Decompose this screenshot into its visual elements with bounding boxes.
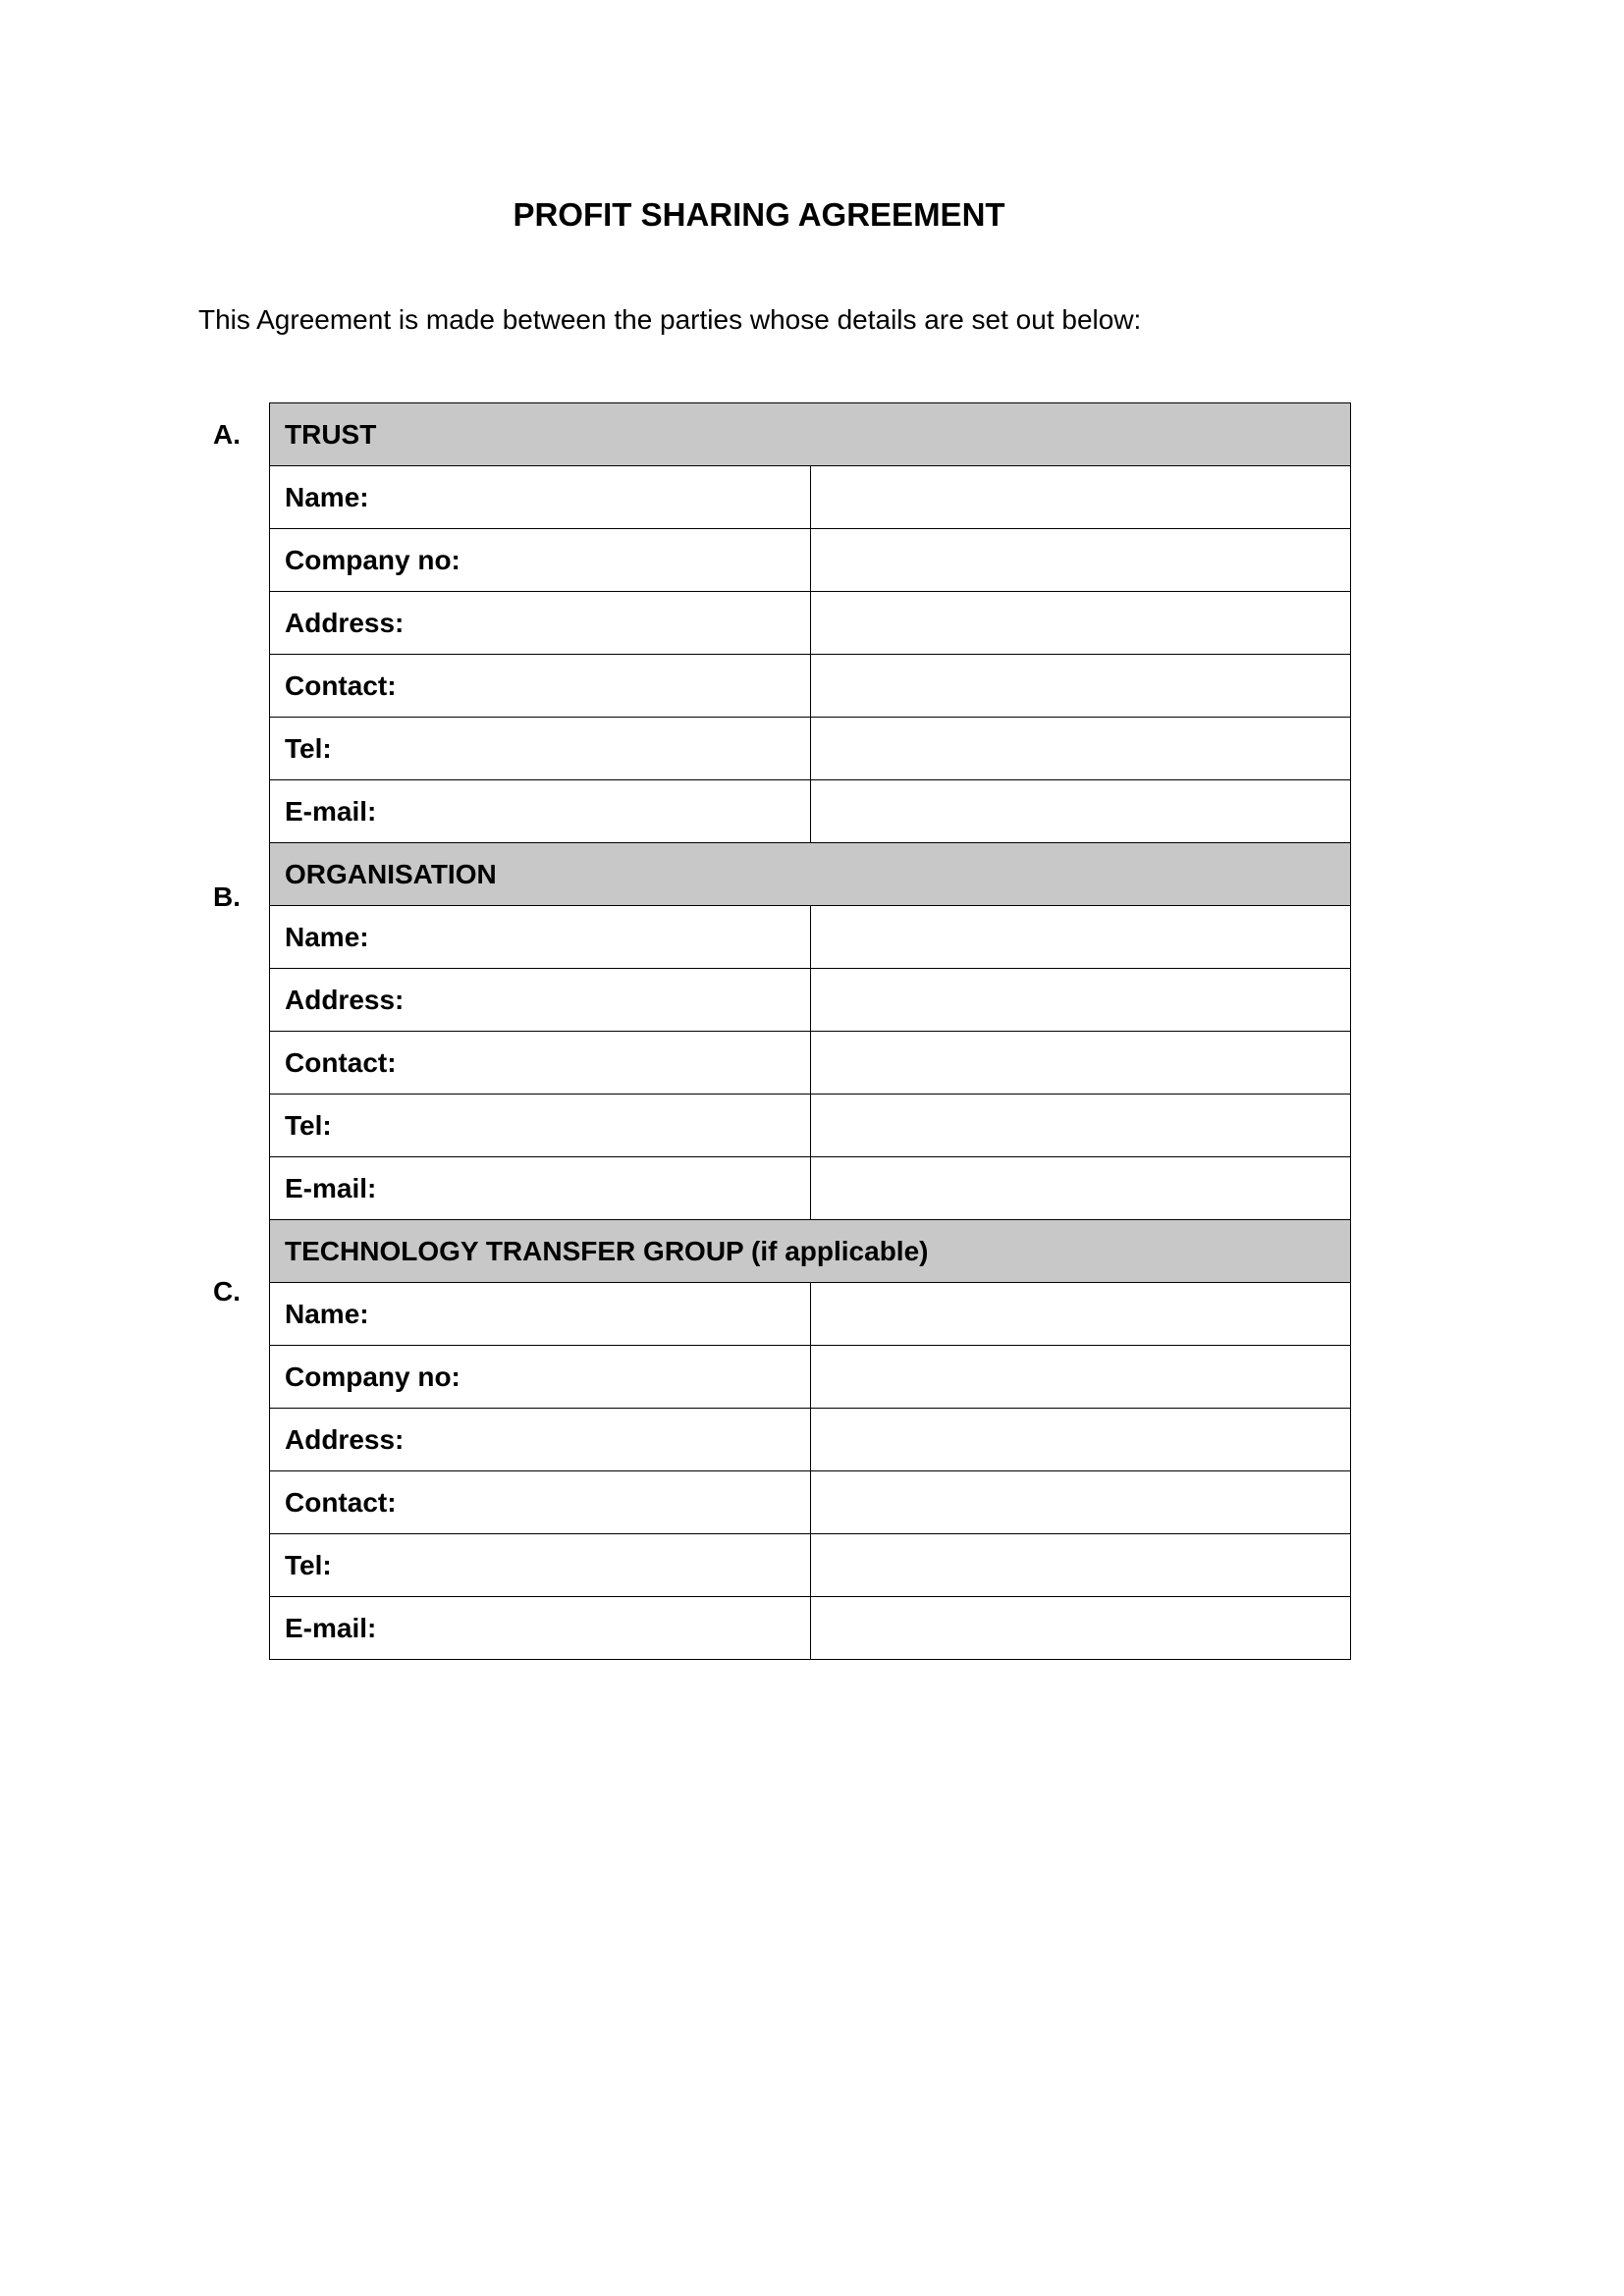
ttg-address-field[interactable] <box>810 1409 1351 1471</box>
form-row <box>270 718 1351 780</box>
field-label: Contact: <box>270 655 811 718</box>
section-letter-a: A. <box>213 419 241 450</box>
form-row <box>270 1095 1351 1157</box>
field-label: Company no: <box>270 529 811 592</box>
field-label: Address: <box>270 969 811 1032</box>
organisation-tel-field[interactable] <box>810 1095 1351 1157</box>
field-label: Name: <box>270 906 811 969</box>
field-label: Contact: <box>270 1471 811 1534</box>
ttg-company-no-field[interactable] <box>810 1346 1351 1409</box>
field-label: Address: <box>270 1409 811 1471</box>
trust-name-field[interactable] <box>810 466 1351 529</box>
form-row <box>270 592 1351 655</box>
form-row <box>270 529 1351 592</box>
field-label: Tel: <box>270 718 811 780</box>
section-heading: ORGANISATION <box>270 843 1351 906</box>
trust-tel-field[interactable] <box>810 718 1351 780</box>
field-label: Name: <box>270 466 811 529</box>
ttg-contact-field[interactable] <box>810 1471 1351 1534</box>
organisation-email-field[interactable] <box>810 1157 1351 1220</box>
trust-company-no-field[interactable] <box>810 529 1351 592</box>
section-heading: TRUST <box>270 403 1351 466</box>
ttg-name-field[interactable] <box>810 1283 1351 1346</box>
trust-address-field[interactable] <box>810 592 1351 655</box>
form-row <box>270 780 1351 843</box>
organisation-name-field[interactable] <box>810 906 1351 969</box>
form-row <box>270 1597 1351 1660</box>
ttg-tel-field[interactable] <box>810 1534 1351 1597</box>
form-row <box>270 466 1351 529</box>
field-label: E-mail: <box>270 780 811 843</box>
field-label: Tel: <box>270 1095 811 1157</box>
field-label: E-mail: <box>270 1597 811 1660</box>
field-label: Name: <box>270 1283 811 1346</box>
organisation-contact-field[interactable] <box>810 1032 1351 1095</box>
field-label: Address: <box>270 592 811 655</box>
form-row <box>270 1534 1351 1597</box>
form-row <box>270 969 1351 1032</box>
section-header-trust <box>270 403 1351 466</box>
section-letter-b: B. <box>213 881 241 912</box>
ttg-email-field[interactable] <box>810 1597 1351 1660</box>
document-title: PROFIT SHARING AGREEMENT <box>513 196 1005 233</box>
form-row <box>270 1283 1351 1346</box>
trust-contact-field[interactable] <box>810 655 1351 718</box>
form-row <box>270 1471 1351 1534</box>
section-header-technology-transfer-group <box>270 1220 1351 1283</box>
form-row <box>270 906 1351 969</box>
organisation-address-field[interactable] <box>810 969 1351 1032</box>
intro-text: This Agreement is made between the parties whose details are set out below: <box>198 304 1142 335</box>
section-heading: TECHNOLOGY TRANSFER GROUP (if applicable) <box>270 1220 1351 1283</box>
form-row <box>270 1157 1351 1220</box>
field-label: Tel: <box>270 1534 811 1597</box>
parties-table <box>269 402 1351 1660</box>
form-row <box>270 1346 1351 1409</box>
trust-email-field[interactable] <box>810 780 1351 843</box>
section-letter-c: C. <box>213 1276 241 1307</box>
field-label: Contact: <box>270 1032 811 1095</box>
form-row <box>270 1032 1351 1095</box>
section-header-organisation <box>270 843 1351 906</box>
form-row <box>270 1409 1351 1471</box>
field-label: E-mail: <box>270 1157 811 1220</box>
field-label: Company no: <box>270 1346 811 1409</box>
form-row <box>270 655 1351 718</box>
